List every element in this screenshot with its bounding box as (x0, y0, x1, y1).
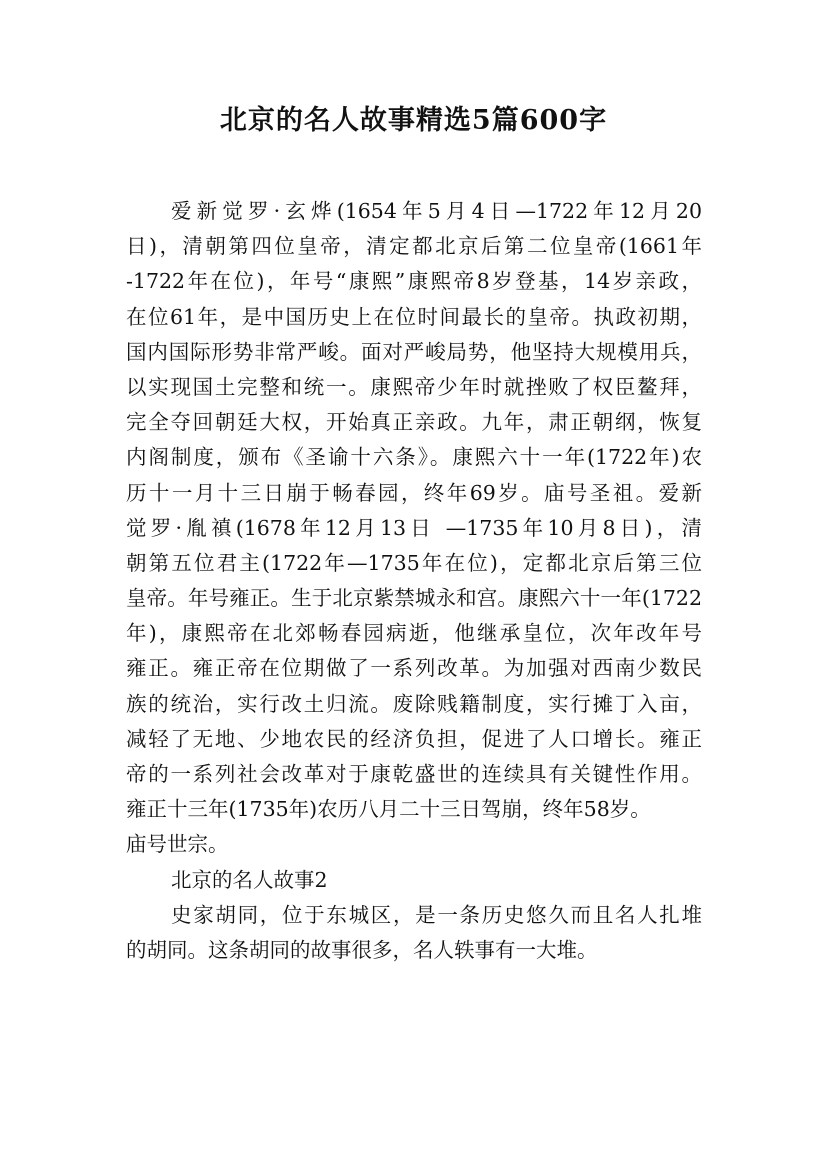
paragraph-line: 的胡同。这条胡同的故事很多，名人轶事有一大堆。 (126, 937, 598, 962)
paragraph-line: 内阁制度，颁布《圣谕十六条》。康熙六十一年(1722年)农 (126, 445, 702, 470)
paragraph-line: 族的统治，实行改土归流。废除贱籍制度，实行摊丁入亩， (126, 691, 702, 716)
paragraph-line: 历十一月十三日崩于畅春园，终年69岁。庙号圣祖。爱新 (126, 480, 702, 505)
paragraph-line: 帝的一系列社会改革对于康乾盛世的连续具有关键性作用。 (126, 762, 702, 786)
paragraph-line: 史家胡同，位于东城区，是一条历史悠久而且名人扎堆 (171, 902, 702, 927)
section-heading: 北京的名人故事2 (171, 867, 328, 892)
paragraph-line: 雍正十三年(1735年)农历八月二十三日驾崩，终年58岁。 (126, 797, 651, 822)
article-body (126, 194, 702, 968)
paragraph-line: 爱新觉罗·玄烨(1654年5月4日—1722年12月20 (171, 199, 702, 223)
paragraph-line: 雍正。雍正帝在位期做了一系列改革。为加强对西南少数民 (126, 656, 702, 681)
paragraph-line: 庙号世宗。 (126, 832, 229, 857)
paragraph-line: 完全夺回朝廷大权，开始真正亲政。九年，肃正朝纲，恢复 (126, 410, 702, 435)
paragraph-line: 朝第五位君主(1722年—1735年在位)，定都北京后第三位 (126, 550, 702, 575)
paragraph-line: 以实现国土完整和统一。康熙帝少年时就挫败了权臣鳌拜， (126, 374, 702, 399)
paragraph-line: -1722年在位)，年号“康熙”康熙帝8岁登基，14岁亲政， (126, 269, 702, 294)
paragraph-line: 日)，清朝第四位皇帝，清定都北京后第二位皇帝(1661年 (126, 234, 702, 259)
paragraph-line: 觉罗·胤禛(1678年12月13日 —1735年10月8日)，清 (126, 515, 702, 540)
paragraph-line: 皇帝。年号雍正。生于北京紫禁城永和宫。康熙六十一年(1722 (126, 586, 702, 611)
paragraph-line: 减轻了无地、少地农民的经济负担，促进了人口增长。雍正 (126, 726, 702, 751)
paragraph-line: 在位61年，是中国历史上在位时间最长的皇帝。执政初期， (126, 304, 702, 329)
paragraph-line: 国内国际形势非常严峻。面对严峻局势，他坚持大规模用兵， (126, 339, 702, 364)
paragraph-line: 年)，康熙帝在北郊畅春园病逝，他继承皇位，次年改年号 (126, 621, 702, 646)
page-title: 北京的名人故事精选5篇600字 (219, 105, 608, 136)
